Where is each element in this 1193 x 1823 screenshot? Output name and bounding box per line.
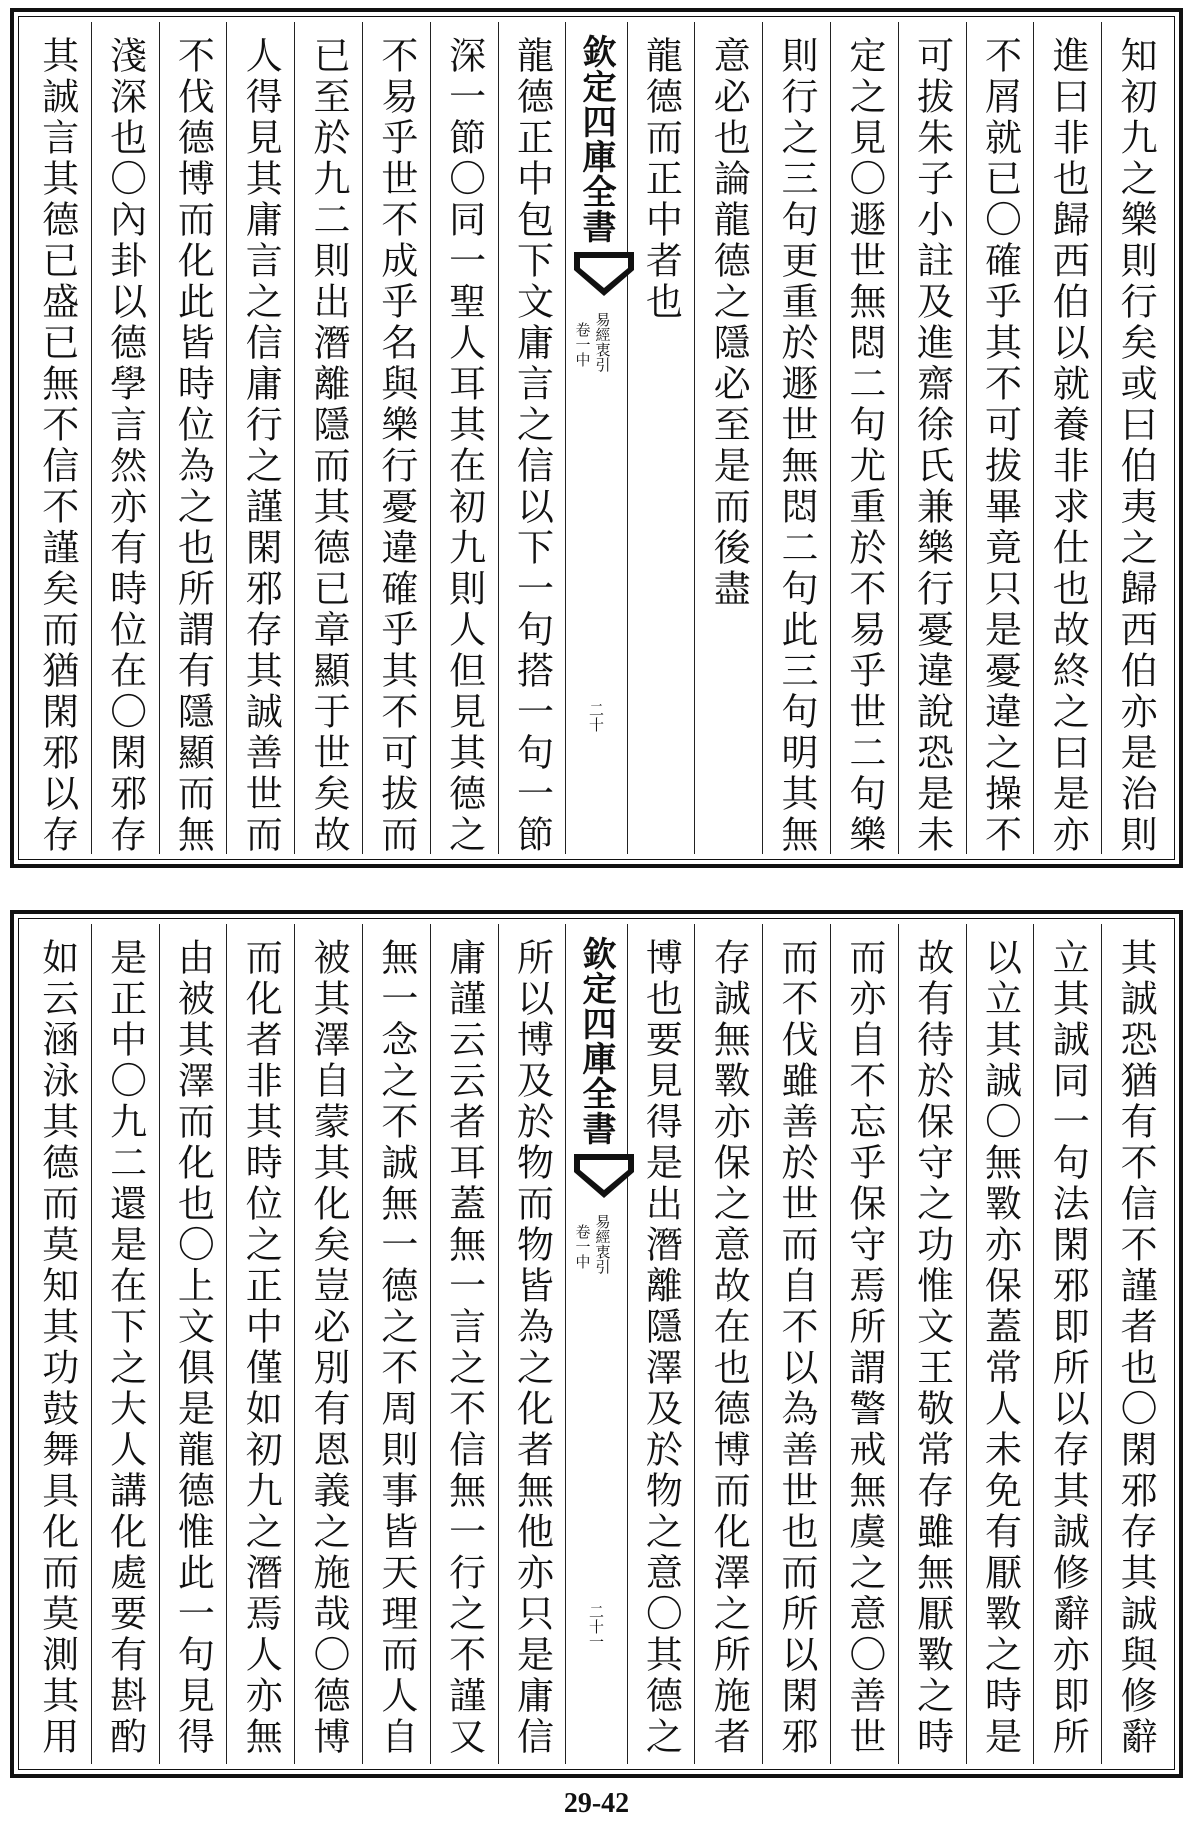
folio-number: 二十一 <box>586 1604 605 1649</box>
text-column: 不易乎世不成乎名與樂行憂違確乎其不可拔而 <box>362 22 430 854</box>
text-column: 淺深也〇內卦以德學言然亦有時位在〇閑邪存 <box>91 22 159 854</box>
text-column: 立其誠同一句法閑邪即所以存其誠修辭亦即所 <box>1033 924 1101 1764</box>
library-title: 欽定四庫全書 <box>575 34 616 244</box>
text-column: 是正中〇九二還是在下之大人講化處要有斟酌 <box>91 924 159 1764</box>
text-column: 進曰非也歸西伯以就養非求仕也故終之曰是亦 <box>1033 22 1101 854</box>
text-column: 而亦自不忘乎保守焉所謂警戒無虞之意〇善世 <box>830 924 898 1764</box>
text-column: 其誠恐猶有不信不謹者也〇閑邪存其誠與修辭 <box>1101 924 1169 1764</box>
text-column: 被其澤自蒙其化矣豈必別有恩義之施哉〇德博 <box>294 924 362 1764</box>
text-column: 博也要見得是出潛離隱澤及於物之意〇其德之 <box>627 924 695 1764</box>
text-column: 如云涵泳其德而莫知其功鼓舞具化而莫測其用 <box>35 938 79 1758</box>
text-column: 以立其誠〇無斁亦保蓋常人未免有厭斁之時是 <box>966 924 1034 1764</box>
page-panel-bottom <box>10 910 1183 1778</box>
text-column: 龍德正中包下文庸言之信以下一句搭一句一節 <box>498 22 566 854</box>
text-column: 而不伐雖善於世而自不以為善世也而所以閑邪 <box>762 924 830 1764</box>
text-column: 知初九之樂則行矣或曰伯夷之歸西伯亦是治則 <box>1101 22 1169 854</box>
book-title: 易經衷引 <box>593 312 612 372</box>
text-column: 龍德而正中者也 <box>627 22 695 854</box>
library-title: 欽定四庫全書 <box>575 936 616 1146</box>
text-column: 不屑就已〇確乎其不可拔畢竟只是憂違之操不 <box>966 22 1034 854</box>
text-column: 所以博及於物而物皆為之化者無他亦只是庸信 <box>498 924 566 1764</box>
page-number: 29-42 <box>563 1788 630 1819</box>
fish-tail-mark <box>574 252 634 296</box>
book-title: 易經衷引 <box>593 1214 612 1274</box>
volume-label: 卷一中 <box>573 1224 592 1269</box>
text-column: 其誠言其德已盛已無不信不謹矣而猶閑邪以存 <box>35 36 79 856</box>
text-column: 存誠無斁亦保之意故在也德博而化澤之所施者 <box>694 924 762 1764</box>
text-column: 已至於九二則出潛離隱而其德已章顯于世矣故 <box>294 22 362 854</box>
volume-label: 卷一中 <box>573 322 592 367</box>
text-column: 則行之三句更重於遯世無悶二句此三句明其無 <box>762 22 830 854</box>
text-column: 由被其澤而化也〇上文俱是龍德惟此一句見得 <box>159 924 227 1764</box>
page-panel-top <box>10 8 1183 868</box>
center-fold <box>565 924 626 1764</box>
text-column: 定之見〇遯世無悶二句尤重於不易乎世二句樂 <box>830 22 898 854</box>
text-column: 故有待於保守之功惟文王敬常存雖無厭斁之時 <box>898 924 966 1764</box>
text-column: 深一節〇同一聖人耳其在初九則人但見其德之 <box>430 22 498 854</box>
text-column: 意必也論龍德之隱必至是而後盡 <box>694 22 762 854</box>
folio-number: 二十 <box>586 702 605 732</box>
text-column: 可拔朱子小註及進齋徐氏兼樂行憂違說恐是未 <box>898 22 966 854</box>
text-column: 庸謹云云者耳蓋無一言之不信無一行之不謹又 <box>430 924 498 1764</box>
text-column: 而化者非其時位之正中僅如初九之潛焉人亦無 <box>226 924 294 1764</box>
fish-tail-mark <box>574 1154 634 1198</box>
text-column: 不伐德博而化此皆時位為之也所謂有隱顯而無 <box>159 22 227 854</box>
text-column: 無一念之不誠無一德之不周則事皆天理而人自 <box>362 924 430 1764</box>
center-fold <box>565 22 626 854</box>
text-column: 人得見其庸言之信庸行之謹閑邪存其誠善世而 <box>226 22 294 854</box>
